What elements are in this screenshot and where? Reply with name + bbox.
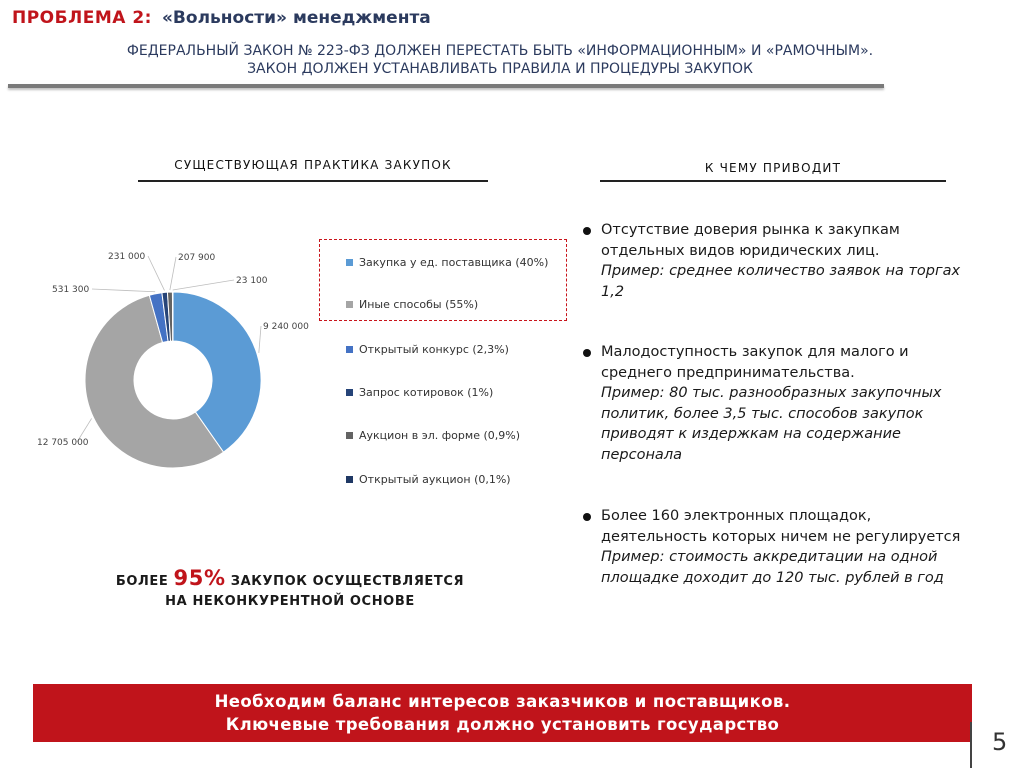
legend-swatch xyxy=(346,346,353,353)
summary-text xyxy=(100,568,480,612)
legend-label: Открытый конкурс (2,3%) xyxy=(359,343,509,356)
bullet-dot xyxy=(583,349,591,357)
legend-item-single-supplier xyxy=(346,256,548,269)
bullet-dot xyxy=(583,513,591,521)
legend-label: Аукцион в эл. форме (0,9%) xyxy=(359,429,520,442)
bullet-example: Пример: среднее количество заявок на торгах 1,2 xyxy=(601,263,961,300)
bullet-dot xyxy=(583,227,591,235)
data-label-single-supplier: 9 240 000 xyxy=(263,322,309,332)
data-label-open-tender: 531 300 xyxy=(52,285,90,295)
bullet-example: Пример: стоимость аккредитации на одной площадке доходит до 120 тыс. рублей в год xyxy=(601,549,944,586)
leader-line-open-tender xyxy=(92,289,155,292)
legend-swatch xyxy=(346,432,353,439)
data-label-e-auction: 207 900 xyxy=(178,253,216,263)
subtitle-line-2: ЗАКОН ДОЛЖЕН УСТАНАВЛИВАТЬ ПРАВИЛА И ПРОЦЕДУРЫ ЗАКУПОК xyxy=(247,61,753,77)
title-main: «Вольности» менеджмента xyxy=(161,8,431,28)
page-number: 5 xyxy=(992,728,1008,756)
summary-prefix: БОЛЕЕ xyxy=(115,574,169,589)
subtitle xyxy=(0,42,1000,78)
leader-line-open-auction xyxy=(173,280,234,290)
subtitle-line-1: ФЕДЕРАЛЬНЫЙ ЗАКОН № 223-ФЗ ДОЛЖЕН ПЕРЕСТАТЬ БЫТЬ «ИНФОРМАЦИОННЫМ» И «РАМОЧНЫМ». xyxy=(126,43,874,59)
summary-line-2: НА НЕКОНКУРЕНТНОЙ ОСНОВЕ xyxy=(165,594,415,609)
slide-title xyxy=(12,8,431,28)
legend-swatch xyxy=(346,389,353,396)
right-section-heading: К ЧЕМУ ПРИВОДИТ xyxy=(704,161,842,175)
summary-suffix: ЗАКУПОК ОСУЩЕСТВЛЯЕТСЯ xyxy=(230,574,465,589)
bullet-text: Более 160 электронных площадок, деятельность которых ничем не регулируется xyxy=(601,508,961,545)
legend-swatch xyxy=(346,476,353,483)
bullet-example: Пример: 80 тыс. разнообразных закупочных политик, более 3,5 тыс. способов закупок приводят к издержкам на содержание персонала xyxy=(601,385,942,463)
data-label-other-methods: 12 705 000 xyxy=(37,438,89,448)
bullet-text: Малодоступность закупок для малого и среднего предпринимательства. xyxy=(601,344,909,381)
header-divider xyxy=(8,84,884,88)
left-section-heading: СУЩЕСТВУЮЩАЯ ПРАКТИКА ЗАКУПОК xyxy=(174,158,452,172)
legend-item-other-methods xyxy=(346,298,478,311)
legend-swatch xyxy=(346,301,353,308)
summary-percent: 95% xyxy=(173,566,226,590)
legend-item-open-auction xyxy=(346,473,511,486)
procurement-donut-chart xyxy=(30,240,320,470)
summary-line-1 xyxy=(100,568,480,592)
right-heading-rule xyxy=(600,180,946,182)
legend-label: Закупка у ед. поставщика (40%) xyxy=(359,256,549,269)
legend-swatch xyxy=(346,259,353,266)
leader-line-e-auction xyxy=(170,257,176,290)
legend-label: Иные способы (55%) xyxy=(359,298,479,311)
legend-item-open-tender xyxy=(346,343,509,356)
legend-item-e-auction xyxy=(346,429,520,442)
legend-label: Запрос котировок (1%) xyxy=(359,386,494,399)
leader-line-quotation-request xyxy=(148,256,164,290)
data-label-quotation-request: 231 000 xyxy=(108,252,146,262)
footer-line-2: Ключевые требования должно установить государство xyxy=(225,715,780,734)
title-prefix: ПРОБЛЕМА 2: xyxy=(12,8,152,28)
footer-banner xyxy=(33,684,972,742)
legend-label: Открытый аукцион (0,1%) xyxy=(359,473,511,486)
left-heading-rule xyxy=(138,180,488,182)
leader-line-single-supplier xyxy=(259,326,261,353)
slice-open-auction xyxy=(172,292,173,341)
bullet-text: Отсутствие доверия рынка к закупкам отдельных видов юридических лиц. xyxy=(601,222,900,259)
data-label-open-auction: 23 100 xyxy=(236,276,268,286)
footer-line-1: Необходим баланс интересов заказчиков и поставщиков. xyxy=(214,692,791,711)
legend-item-quotation-request xyxy=(346,386,493,399)
page-number-divider xyxy=(970,722,972,768)
